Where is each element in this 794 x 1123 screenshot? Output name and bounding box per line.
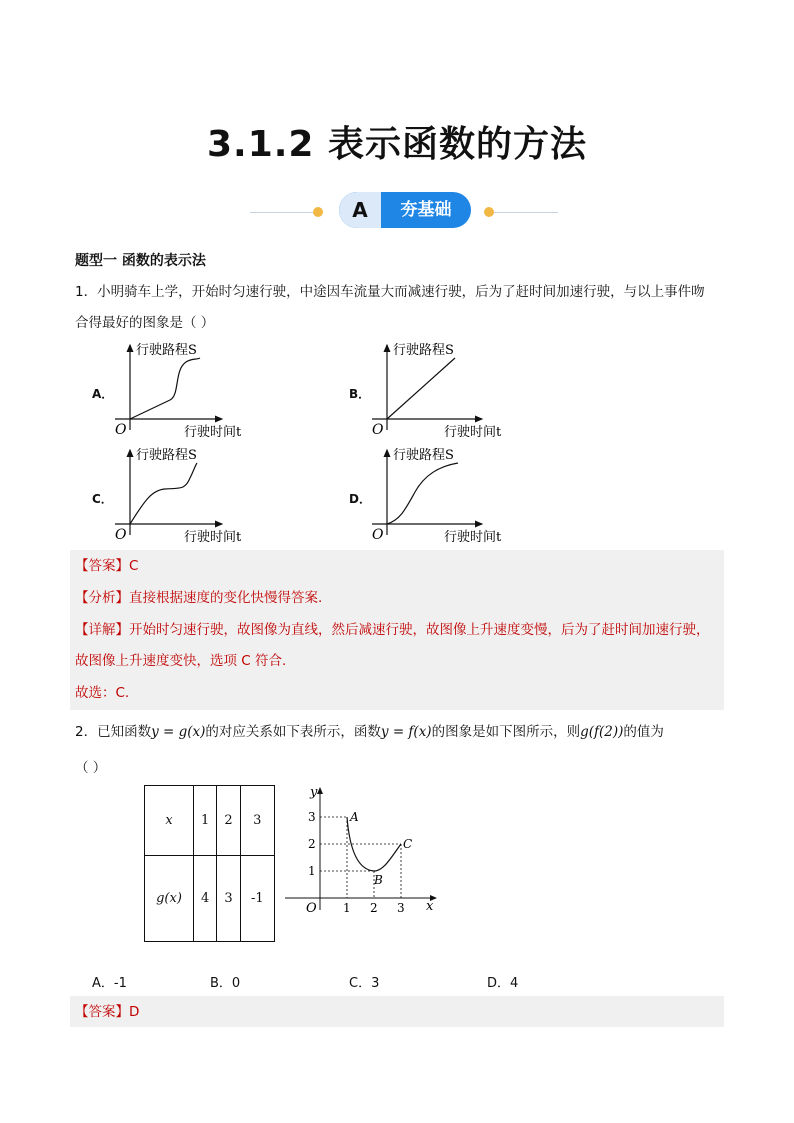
table-x-header: x — [145, 786, 194, 856]
table-x-2: 2 — [217, 786, 240, 856]
q2-choice-a: A．-1 — [92, 976, 127, 991]
q1-answer-box — [70, 550, 724, 710]
q2-choice-d: D．4 — [487, 976, 519, 991]
graph-c-y-label: 行驶路程S — [136, 448, 197, 463]
q2-eq-f: y = f(x) — [380, 724, 432, 740]
fx-x-axis-label: x — [426, 899, 434, 914]
fx-graph — [280, 780, 450, 920]
badge-letter: A — [339, 192, 381, 228]
badge-text: 夯基础 — [400, 200, 452, 220]
graph-c-x-label: 行驶时间t — [184, 530, 242, 545]
q1-stem-line1: 1．小明骑车上学，开始时匀速行驶，中途因车流量大而减速行驶，后为了赶时间加速行驶，与以上事件吻 — [75, 284, 705, 300]
graph-d-y-label: 行驶路程S — [393, 448, 454, 463]
fx-x-tick-3: 3 — [397, 901, 405, 915]
q2-answer-box — [70, 996, 724, 1027]
point-b-label: B — [374, 873, 383, 887]
q1-conclusion: 故选：C. — [75, 685, 130, 701]
q2-choice-c: C．3 — [349, 976, 380, 991]
graph-a-origin: O — [115, 422, 127, 438]
q1-graphs — [0, 0, 794, 560]
section-title: 题型一 函数的表示法 — [75, 253, 206, 269]
table-x-3: 3 — [240, 786, 274, 856]
curve-d — [387, 463, 458, 524]
table-g-1: 4 — [194, 856, 217, 942]
fx-x-tick-1: 1 — [343, 901, 351, 915]
graph-c-origin: O — [115, 527, 127, 543]
q2-choice-b: B．0 — [210, 976, 241, 991]
graph-b-origin: O — [372, 422, 384, 438]
graph-a-y-label: 行驶路程S — [136, 343, 197, 358]
graph-d — [372, 447, 502, 545]
q1-detail-line2: 故图像上升速度变快，选项 C 符合. — [75, 653, 287, 669]
graph-a-x-label: 行驶时间t — [184, 425, 242, 440]
fx-x-tick-2: 2 — [370, 901, 378, 915]
graph-b — [372, 342, 502, 440]
point-c-label: C — [403, 837, 413, 851]
graph-c — [115, 447, 242, 545]
graph-d-origin: O — [372, 527, 384, 543]
q1-stem-line2: 合得最好的图象是（ ） — [75, 315, 215, 331]
curve-b — [387, 358, 455, 419]
q1-analysis-line: 【分析】直接根据速度的变化快慢得答案. — [75, 590, 323, 606]
q2-stem-line1: 2．已知函数y = g(x)的对应关系如下表所示，函数y = f(x)的图象是如下图所示，则g(f(2))的值为 — [75, 724, 664, 740]
table-g-3: -1 — [240, 856, 274, 942]
q1-detail-line1: 【详解】开始时匀速行驶，故图像为直线，然后减速行驶，故图像上升速度变慢，后为了赶时间加速行驶， — [75, 622, 710, 638]
fx-y-tick-1: 1 — [308, 864, 316, 878]
fx-y-axis-label: y — [310, 785, 318, 800]
curve-a — [130, 358, 200, 419]
graph-b-y-label: 行驶路程S — [393, 343, 454, 358]
q1-option-d-label: D． — [349, 492, 371, 506]
guide-lines — [320, 817, 401, 898]
q2-eq-gf2: g(f(2)) — [580, 724, 624, 740]
fx-y-tick-2: 2 — [308, 837, 316, 851]
fx-origin: O — [306, 901, 317, 916]
g-value-table — [144, 785, 275, 942]
table-x-1: 1 — [194, 786, 217, 856]
q1-option-a-label: A． — [92, 387, 114, 401]
q1-option-c-label: C． — [92, 492, 113, 506]
q2-answer: D — [129, 1004, 140, 1020]
q2-eq-g: y = g(x) — [151, 724, 206, 740]
page-title: 3.1.2 表示函数的方法 — [206, 124, 588, 165]
graph-b-x-label: 行驶时间t — [444, 425, 502, 440]
q1-option-b-label: B． — [349, 387, 371, 401]
fx-y-tick-3: 3 — [308, 810, 316, 824]
graph-a — [115, 342, 242, 440]
point-a-label: A — [350, 810, 359, 824]
table-g-header: g(x) — [145, 856, 194, 942]
q1-answer-line: 【答案】C — [75, 558, 139, 574]
table-g-2: 3 — [217, 856, 240, 942]
q2-stem-line2: （ ） — [75, 760, 107, 776]
curve-c — [130, 463, 197, 524]
graph-d-x-label: 行驶时间t — [444, 530, 502, 545]
q1-answer: C — [129, 558, 139, 574]
q1-analysis: 直接根据速度的变化快慢得答案. — [129, 590, 323, 606]
q2-answer-line: 【答案】D — [75, 1004, 140, 1020]
